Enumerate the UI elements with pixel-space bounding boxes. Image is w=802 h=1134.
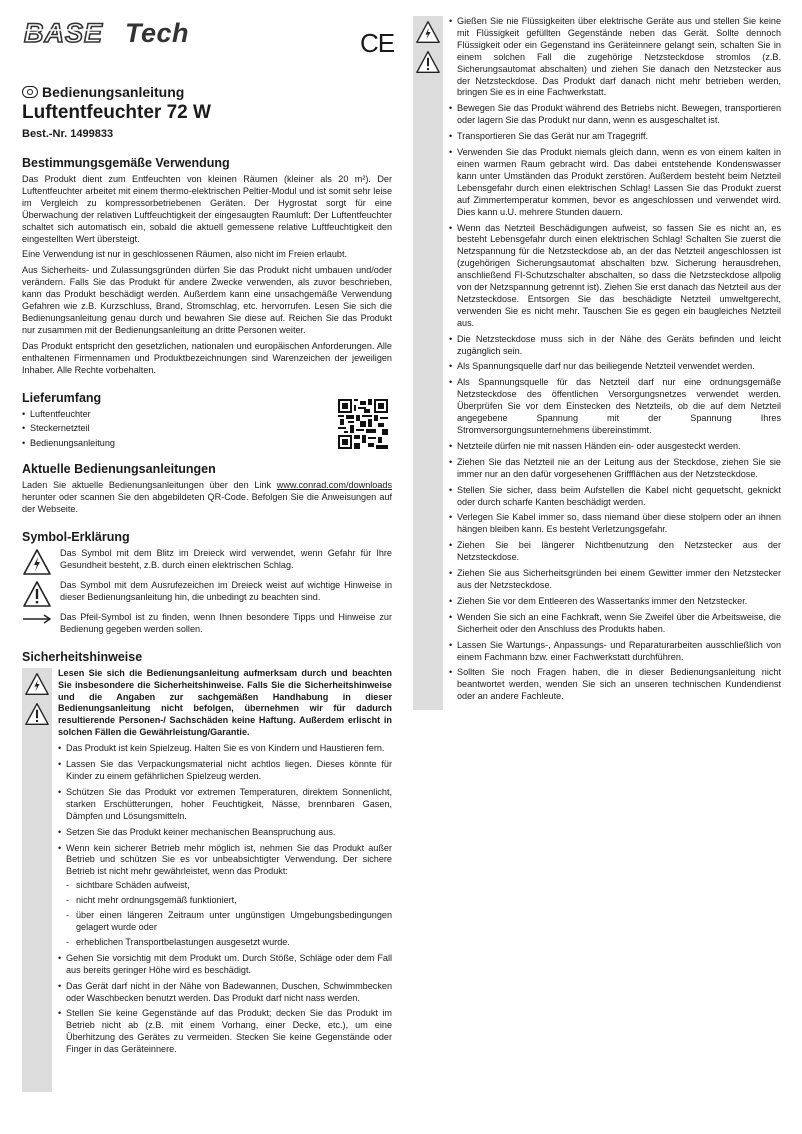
intended-use-paragraph: Eine Verwendung ist nur in geschlossenen Räumen, also nicht im Freien erlaubt. (22, 249, 348, 260)
safety-heading: Sicherheitshinweise (22, 649, 143, 664)
safety-item: • Setzen Sie das Produkt keiner mechanischen Beanspruchung aus. (58, 827, 392, 839)
lightning-warning-icon (22, 548, 52, 576)
safety-item: • Schützen Sie das Produkt vor extremen Temperaturen, direktem Sonnenlicht, starken Erschütterungen, hoher Feuchtigkeit, Nässe, brennbaren Gasen, Dämpfen und Lösungsmitteln. (58, 787, 392, 823)
exclamation-symbol-text: Das Symbol mit dem Ausrufezeichen im Dreieck weist auf wichtige Hinweise in dieser Bedienungsanleitung hin, die unbedingt zu beachten sind. (60, 579, 392, 602)
symbol-row-lightning (22, 548, 392, 576)
safety-item (58, 843, 392, 949)
safety-item: • Als Spannungsquelle darf nur das beiliegende Netzteil verwendet werden. (449, 361, 781, 373)
current-manuals-heading: Aktuelle Bedienungsanleitungen (22, 462, 216, 477)
safety-item: • Das Produkt ist kein Spielzeug. Halten Sie es von Kindern und Haustieren fern. (58, 743, 392, 755)
safety-item: • Transportieren Sie das Gerät nur am Tragegriff. (449, 131, 781, 143)
exclamation-warning-icon (415, 50, 441, 74)
document-type-label: Bedienungsanleitung (42, 84, 185, 100)
exclamation-warning-icon (24, 702, 50, 726)
safety-item: • Gehen Sie vorsichtig mit dem Produkt um. Durch Stöße, Schläge oder dem Fall aus bereits geringer Höhe wird es beschädigt. (58, 953, 392, 977)
exclamation-warning-icon (22, 580, 52, 608)
symbol-row-arrow (22, 612, 392, 636)
safety-section-right (413, 16, 781, 710)
safety-item: • Ziehen Sie aus Sicherheitsgründen bei einem Gewitter immer den Netzstecker aus der Netzsteckdose. (449, 568, 781, 592)
safety-item: • Gießen Sie nie Flüssigkeiten über elektrische Geräte aus und stellen Sie keine mit Flüssigkeit gefüllten Gegenstände neben das Gerät. Sollte dennoch Flüssigkeit oder ein Gegenstand ins Geräteinnere gelangt sein, schalten Sie in einem solchen Fall die zugehörige Netzsteckdose stromlos (z.B. Sicherungsautomat abschalten) und ziehen Sie danach den Netzstecker aus der Netzsteckdose. Das Produkt darf danach nicht mehr betrieben werden, bringen Sie es in eine Fachwerkstatt. (449, 16, 781, 99)
intended-use-paragraph: Das Produkt dient zum Entfeuchten von kleinen Räumen (kleiner als 20 m²). Der Luftentfeuchter arbeitet mit einem thermo-elektrischen Peltier-Modul und ist somit sehr leise im Vergleich zu kompressorbetriebenen Geräten. Der Hygrostat sorgt für eine Überwachung der relativen Luftfeuchtigkeit der eingesaugten Raumluft: Der Luftentfeuchter schaltet sich automatisch ein, sobald die aktuell gemessene relative Luftfeuchtigkeit den eingestellten Wert übersteigt. (22, 174, 392, 244)
safety-content-right (449, 16, 781, 710)
right-column (413, 16, 781, 710)
supply-heading: Lieferumfang (22, 390, 102, 405)
lightning-symbol-text: Das Symbol mit dem Blitz im Dreieck wird verwendet, wenn Gefahr für Ihre Gesundheit besteht, z.B. durch einen elektrischen Schlag. (60, 547, 392, 570)
safety-intro: Lesen Sie sich die Bedienungsanleitung aufmerksam durch und beachten Sie insbesondere die Sicherheitshinweise. Falls Sie die Sicherheitshinweise und die Angaben zur sachgemäßen Handhabung in dieser Bedienungsanleitung nicht befolgen, übernehmen wir für dadurch resultierende Personen-/ Sachschäden keine Haftung. Außerdem erlischt in solchen Fällen die Gewährleistung/Garantie. (58, 667, 392, 738)
basetech-logo (22, 18, 244, 48)
intended-use-heading: Bestimmungsgemäße Verwendung (22, 156, 230, 170)
safety-icon-bar (22, 668, 52, 1092)
symbol-row-exclamation (22, 580, 392, 608)
safety-item: • Das Gerät darf nicht in der Nähe von Badewannen, Duschen, Schwimmbecken oder Waschbecken benutzt werden. Das Produkt darf nicht nass werden. (58, 981, 392, 1005)
svg-text:Tech: Tech (125, 18, 190, 48)
lightning-warning-icon (415, 20, 441, 44)
safety-item: • Ziehen Sie vor dem Entleeren des Wassertanks immer den Netzstecker. (449, 596, 781, 608)
safety-item: • Als Spannungsquelle für das Netzteil darf nur eine ordnungsgemäße Netzsteckdose des öffentlichen Versorgungsnetzes verwendet werden. Überprüfen Sie vor dem Einstecken des Netzteils, ob die auf dem Netzteil angegebene Spannung mit der Spannung Ihres Stromversorgungsunternehmens übereinstimmt. (449, 377, 781, 437)
manual-icon (22, 86, 38, 98)
current-manuals-text-after: herunter oder scannen Sie den abgebildeten QR-Code. Befolgen Sie die Anweisungen auf der Webseite. (22, 492, 392, 515)
ce-mark: CE (360, 28, 395, 58)
safety-item: • Ziehen Sie bei längerer Nichtbenutzung den Netzstecker aus der Netzsteckdose. (449, 540, 781, 564)
intended-use-paragraph: Das Produkt entspricht den gesetzlichen, nationalen und europäischen Anforderungen. Alle enthaltenen Firmennamen und Produktbezeichnungen sind Warenzeichen der jeweiligen Inhaber. Alle Rechte vorbehalten. (22, 340, 392, 375)
safety-item-text: Wenn kein sicherer Betrieb mehr möglich ist, nehmen Sie das Produkt außer Betrieb und schützen Sie es vor unbeabsichtigter Verwendung. Der sichere Betrieb ist nicht mehr gewährleistet, wenn das Produkt: (66, 842, 392, 877)
safety-sub-item: - nicht mehr ordnungsgemäß funktioniert, (66, 895, 392, 907)
lightning-warning-icon (24, 672, 50, 696)
safety-icon-bar (413, 16, 443, 710)
supply-list (22, 409, 392, 451)
intended-use-paragraph: Aus Sicherheits- und Zulassungsgründen dürfen Sie das Produkt nicht umbauen und/oder verändern. Falls Sie das Produkt für andere Zwecke verwenden, als zuvor beschrieben, kann das Produkt beschädigt werden. Außerdem kann eine unsachgemäße Verwendung Gefahren wie z.B. Kurzschluss, Brand, Stromschlag, etc. hervorrufen. Lesen Sie sich die Bedienungsanleitung genau durch und bewahren Sie diese auf. Reichen Sie das Produkt nur zusammen mit der Bedienungsanleitung an dritte Personen weiter. (22, 265, 392, 335)
current-manuals-text (22, 480, 392, 516)
safety-section-left (22, 668, 392, 1092)
supply-item: • Steckernetzteil (22, 423, 392, 435)
safety-item: • Sollten Sie noch Fragen haben, die in dieser Bedienungsanleitung nicht beantwortet werden, wenden Sie sich an unseren technischen Kundendienst oder an andere Fachleute. (449, 667, 781, 703)
safety-list (58, 743, 392, 1056)
safety-sub-item: - über einen längeren Zeitraum unter ungünstigen Umgebungsbedingungen gelagert wurde oder (66, 910, 392, 934)
arrow-icon (22, 612, 52, 626)
left-column (22, 84, 392, 1092)
order-number: Best.-Nr. 1499833 (22, 128, 114, 140)
downloads-link[interactable]: www.conrad.com/downloads (276, 480, 392, 491)
safety-item: • Lassen Sie Wartungs-, Anpassungs- und Reparaturarbeiten ausschließlich von einem Fachmann bzw. einer Fachwerkstatt durchführen. (449, 640, 781, 664)
safety-item: • Die Netzsteckdose muss sich in der Nähe des Geräts befinden und leicht zugänglich sein. (449, 334, 781, 358)
safety-item: • Bewegen Sie das Produkt während des Betriebs nicht. Bewegen, transportieren oder lagern Sie das Produkt nur dann, wenn es ausgeschaltet ist. (449, 103, 781, 127)
supply-item: • Bedienungsanleitung (22, 438, 392, 450)
arrow-symbol-text: Das Pfeil-Symbol ist zu finden, wenn Ihnen besondere Tipps und Hinweise zur Bedienung gegeben werden sollen. (60, 611, 392, 634)
safety-item: • Stellen Sie keine Gegenstände auf das Produkt; decken Sie das Produkt im Betrieb nicht ab (z.B. mit einem Vorhang, einer Decke, etc.), um eine Überhitzung des Gerätes zu vermeiden. Stecken Sie keine Gegenstände oder Finger in das Geräteinnere. (58, 1008, 392, 1056)
safety-item: • Wenn das Netzteil Beschädigungen aufweist, so fassen Sie es nicht an, es besteht Lebensgefahr durch einen elektrischen Schlag! Schalten Sie zuerst die Netzspannung für die Netzsteckdose ab, an der das Netzteil angeschlossen ist (zugehörigen Sicherungsautomat abschalten bzw. Sicherung herausdrehen, anschließend FI-Schutzschalter abschalten, so dass die Netzsteckdose allpolig von der Netzspannung getrennt ist). Ziehen Sie erst danach das Netzteil aus der Netzsteckdose. Entsorgen Sie das beschädigte Netzteil umweltgerecht, verwenden Sie es nicht mehr. Tauschen Sie es gegen ein baugleiches Netzteil aus. (449, 223, 781, 330)
safety-sub-item: - erheblichen Transportbelastungen ausgesetzt wurde. (66, 937, 392, 949)
current-manuals-text-before: Laden Sie aktuelle Bedienungsanleitungen über den Link (22, 480, 277, 491)
safety-content-left (58, 668, 392, 1092)
safety-item: • Netzteile dürfen nie mit nassen Händen ein- oder ausgesteckt werden. (449, 441, 781, 453)
safety-item: • Lassen Sie das Verpackungsmaterial nicht achtlos liegen. Dieses könnte für Kinder zu einem gefährlichen Spielzeug werden. (58, 759, 392, 783)
qr-code[interactable] (338, 399, 388, 449)
product-title: Luftentfeuchter 72 W (22, 102, 211, 123)
supply-item: • Luftentfeuchter (22, 409, 392, 421)
safety-item: • Verlegen Sie Kabel immer so, dass niemand über diese stolpern oder an ihnen hängen bleiben kann. Es besteht Verletzungsgefahr. (449, 512, 781, 536)
safety-sub-item: - sichtbare Schäden aufweist, (66, 880, 392, 892)
safety-item: • Ziehen Sie das Netzteil nie an der Leitung aus der Steckdose, ziehen Sie sie immer nur an den dafür vorgesehenen Griffflächen aus der Netzsteckdose. (449, 457, 781, 481)
safety-item: • Wenden Sie sich an eine Fachkraft, wenn Sie Zweifel über die Arbeitsweise, die Sicherheit oder den Anschluss des Produkts haben. (449, 612, 781, 636)
svg-text:BASE: BASE (24, 18, 104, 48)
safety-item: • Verwenden Sie das Produkt niemals gleich dann, wenn es von einem kalten in einen warmen Raum gebracht wird. Das dabei entstehende Kondenswasser kann unter Umständen das Produkt zerstören. Außerdem besteht beim Netzteil Lebensgefahr durch einen elektrischen Schlag! Lassen Sie das Produkt zuerst auf Zimmertemperatur kommen, bevor es angeschlossen und verwendet wird. Dies kann u.U. mehrere Stunden dauern. (449, 147, 781, 218)
safety-sub-list (66, 880, 392, 949)
safety-item: • Stellen Sie sicher, dass beim Aufstellen die Kabel nicht gequetscht, geknickt oder durch scharfe Kanten beschädigt werden. (449, 485, 781, 509)
symbols-heading: Symbol-Erklärung (22, 529, 130, 544)
document-type (22, 84, 392, 100)
safety-list (449, 16, 781, 703)
